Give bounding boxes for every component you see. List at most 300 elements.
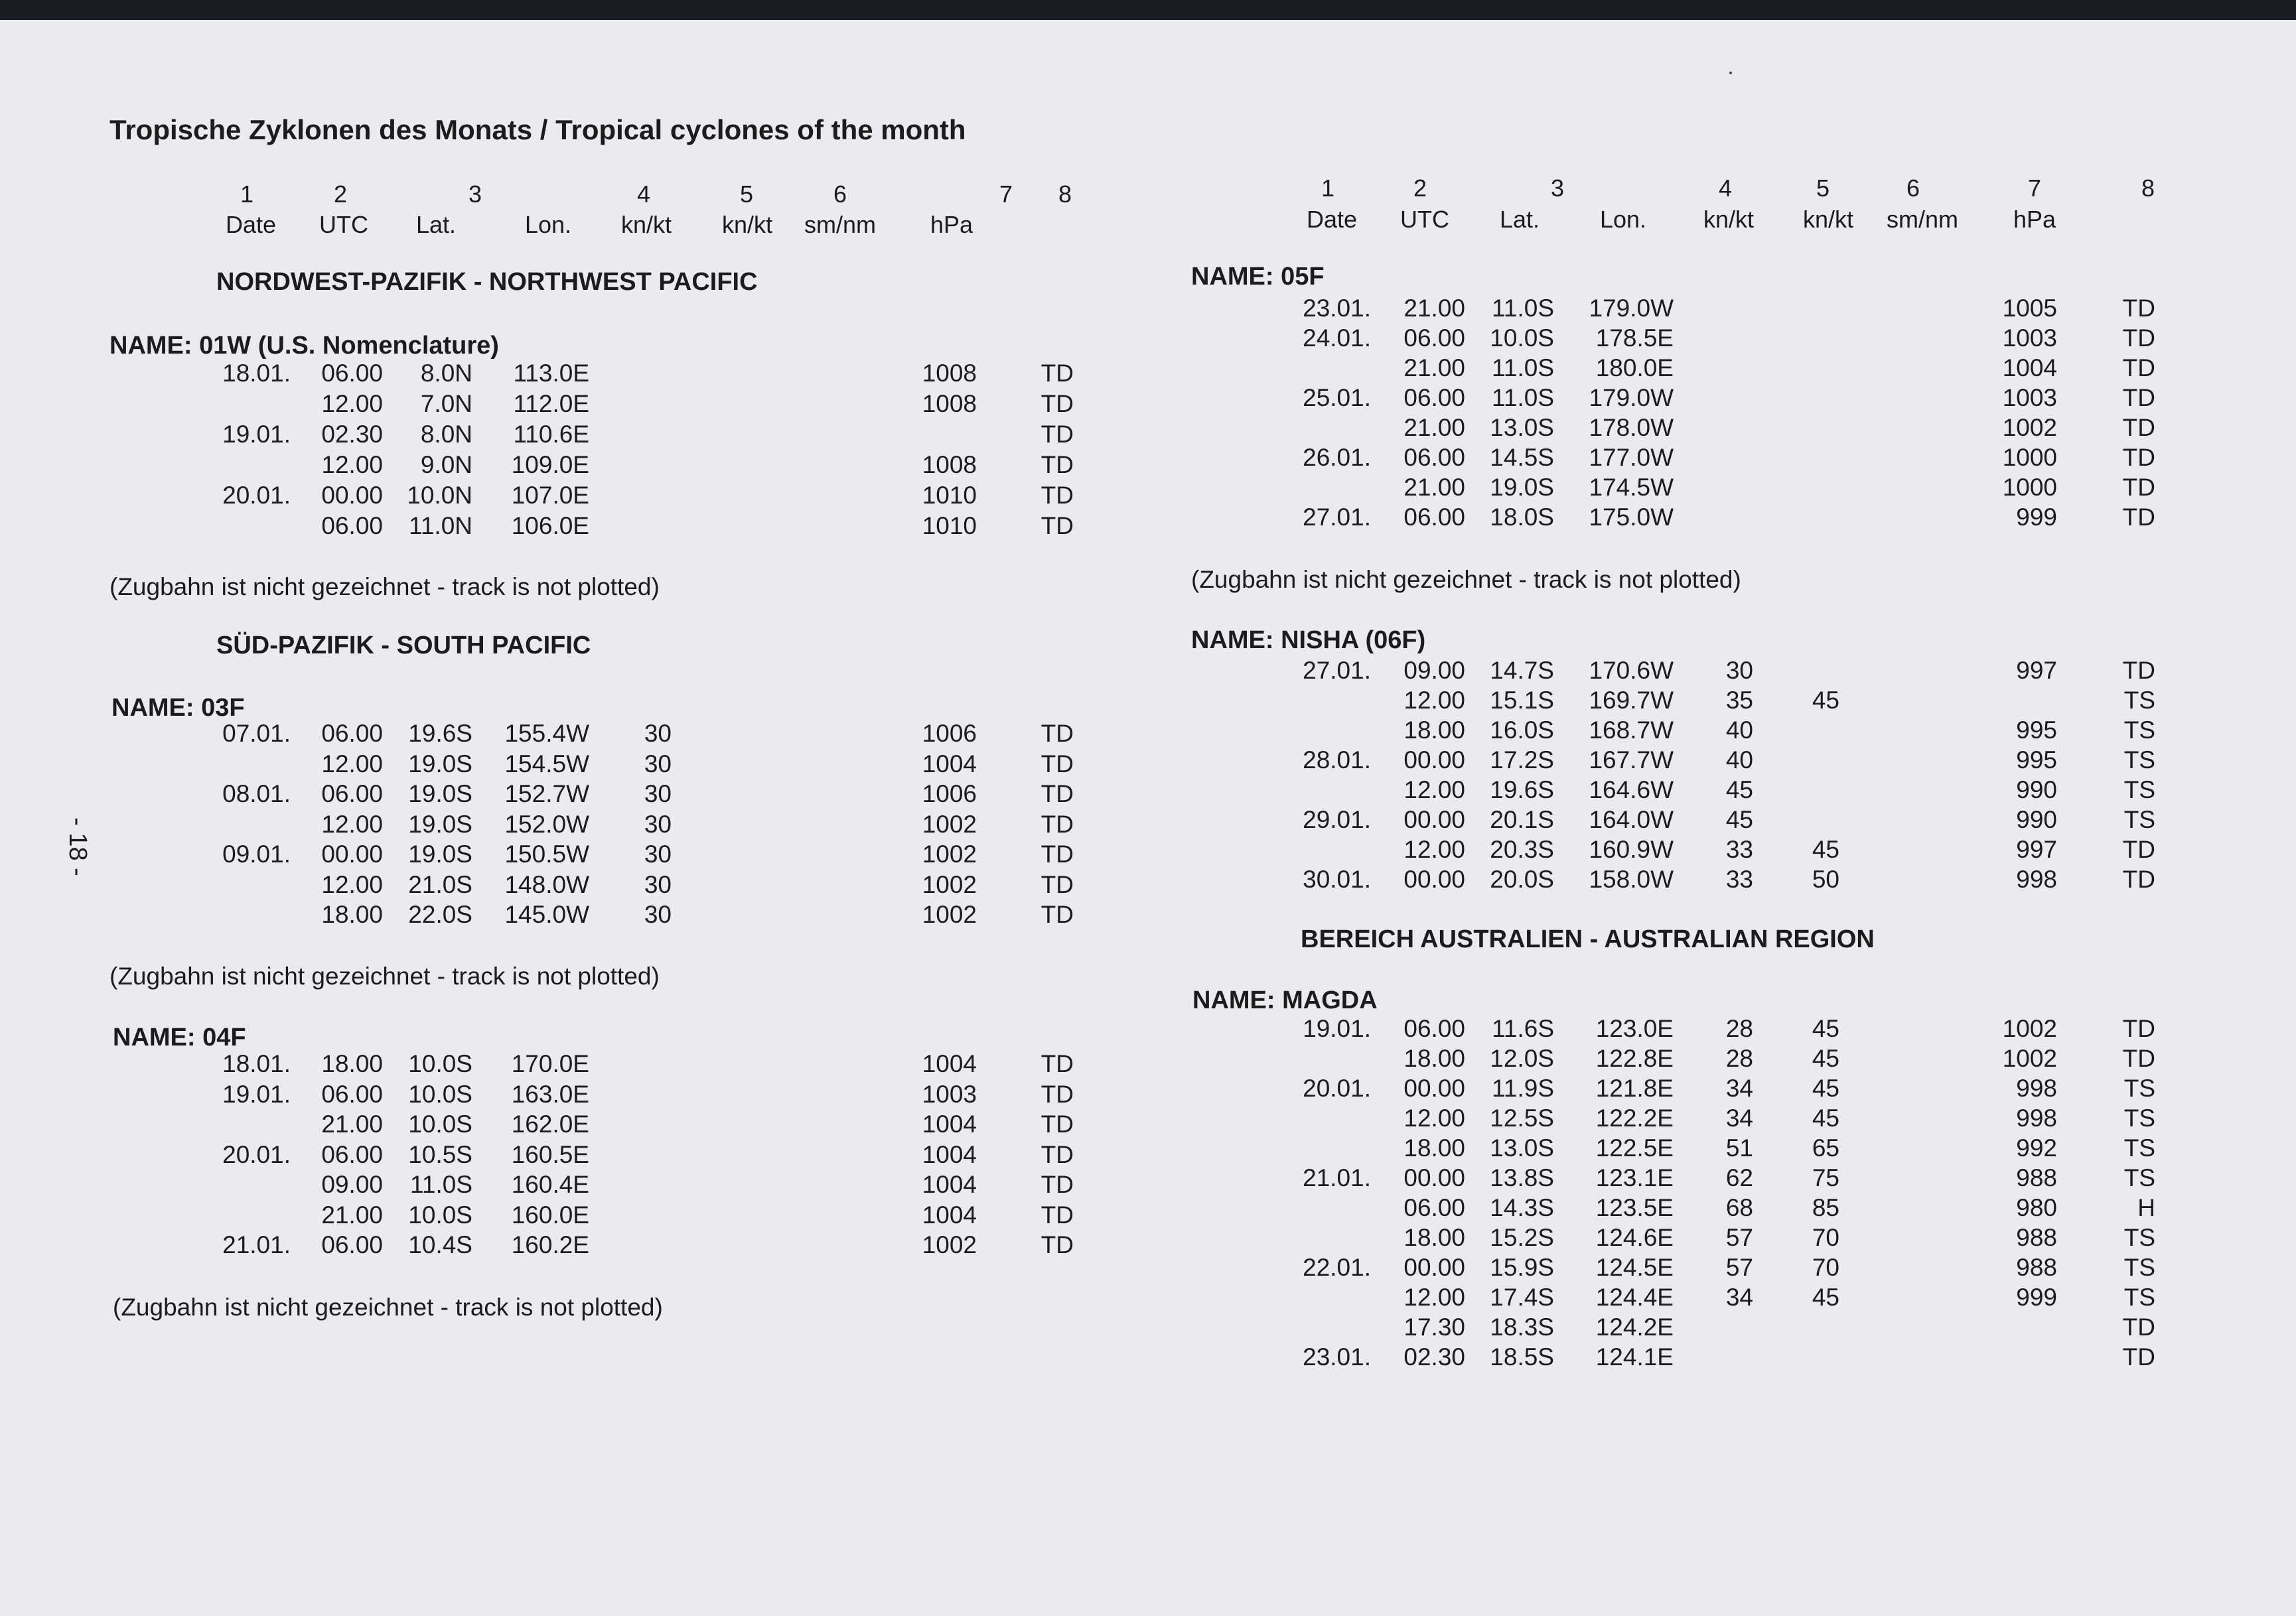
cell-cls: TD: [2122, 1343, 2155, 1371]
cell-utc: 06.00: [321, 512, 383, 539]
cell-hpa: 1010: [922, 482, 977, 509]
cell-gust-kt: 85: [1812, 1194, 1839, 1221]
cell-lat: 14.7S: [1490, 657, 1554, 684]
cell-utc: 06.00: [1403, 504, 1465, 531]
cell-lat: 15.2S: [1490, 1224, 1554, 1251]
cell-wind-kt: 30: [644, 841, 672, 868]
cell-utc: 06.00: [1403, 324, 1465, 352]
column-number: 7: [999, 180, 1013, 208]
column-number: 1: [1321, 174, 1335, 202]
cell-date: 27.01.: [1303, 504, 1371, 531]
cell-utc: 18.00: [1403, 1224, 1465, 1251]
cell-hpa: 997: [2016, 657, 2057, 684]
cell-utc: 06.00: [1403, 1194, 1465, 1221]
cell-cls: TD: [1040, 482, 1074, 509]
cell-cls: TD: [1040, 750, 1074, 777]
page-number: - 18 -: [63, 817, 92, 876]
cell-wind-kt: 35: [1725, 687, 1753, 714]
cell-cls: TD: [2122, 384, 2155, 411]
cell-lat: 17.2S: [1490, 746, 1554, 774]
cell-date: 19.01.: [1303, 1015, 1371, 1042]
cell-utc: 12.00: [1403, 687, 1465, 714]
cell-date: 09.01.: [222, 841, 291, 868]
column-number: 3: [1550, 174, 1565, 202]
cell-lat: 10.4S: [408, 1231, 472, 1258]
cell-hpa: 1008: [922, 390, 977, 417]
cell-lat: 14.3S: [1490, 1194, 1554, 1221]
cell-lon: 174.5W: [1589, 474, 1674, 501]
cell-lat: 11.0S: [1492, 384, 1554, 411]
cell-wind-kt: 34: [1725, 1284, 1753, 1311]
cell-lon: 160.9W: [1589, 836, 1674, 863]
cell-hpa: 1010: [922, 512, 977, 539]
cell-utc: 06.00: [321, 1140, 383, 1168]
cell-lon: 178.5E: [1595, 324, 1674, 352]
column-label: sm/nm: [804, 211, 876, 238]
cell-hpa: 988: [2016, 1254, 2057, 1281]
column-number: 3: [468, 180, 482, 208]
cell-lon: 169.7W: [1589, 687, 1674, 714]
cell-hpa: 997: [2016, 836, 2057, 863]
cell-hpa: 992: [2016, 1134, 2057, 1162]
cell-lon: 162.0E: [511, 1111, 589, 1138]
cell-cls: TD: [2122, 295, 2155, 322]
cell-date: 22.01.: [1303, 1254, 1371, 1281]
cell-cls: TS: [2123, 716, 2155, 744]
cell-cls: TS: [2123, 776, 2155, 803]
column-label: Date: [1306, 206, 1358, 233]
cell-cls: TD: [1040, 780, 1074, 807]
cell-lat: 11.0N: [409, 512, 472, 539]
cell-wind-kt: 30: [644, 780, 672, 807]
cell-utc: 06.00: [1403, 384, 1465, 411]
cell-lon: 160.0E: [511, 1201, 589, 1229]
cell-lon: 150.5W: [504, 841, 589, 868]
column-number: 8: [2141, 174, 2155, 202]
storm-name: NAME: 03F: [111, 694, 245, 722]
cell-utc: 00.00: [1403, 1254, 1465, 1281]
cell-lat: 18.0S: [1490, 504, 1554, 531]
cell-utc: 12.00: [321, 870, 383, 898]
cell-lon: 145.0W: [504, 901, 589, 928]
cell-cls: H: [2137, 1194, 2155, 1221]
cell-hpa: 1008: [922, 451, 977, 478]
cell-cls: TD: [2122, 354, 2155, 381]
cell-cls: TS: [2123, 1254, 2155, 1281]
cell-cls: TD: [1040, 1080, 1074, 1108]
cell-utc: 12.00: [1403, 1284, 1465, 1311]
cell-lon: 109.0E: [511, 451, 589, 478]
cell-lat: 10.0S: [1490, 324, 1554, 352]
cell-date: 26.01.: [1303, 444, 1371, 471]
cell-gust-kt: 45: [1812, 1105, 1839, 1132]
cell-cls: TD: [1040, 720, 1074, 747]
cell-lat: 11.0S: [1492, 354, 1554, 381]
cell-date: 18.01.: [222, 1050, 291, 1077]
cell-hpa: 988: [2016, 1224, 2057, 1251]
cell-lat: 10.0N: [407, 482, 472, 509]
cell-utc: 18.00: [321, 901, 383, 928]
cell-hpa: 1004: [922, 1050, 977, 1077]
cell-cls: TD: [1040, 1111, 1074, 1138]
cell-hpa: 1004: [922, 1140, 977, 1168]
cell-lat: 11.0S: [1492, 295, 1554, 322]
cell-lon: 152.7W: [504, 780, 589, 807]
cell-lon: 121.8E: [1595, 1075, 1674, 1102]
cell-date: 29.01.: [1303, 806, 1371, 833]
cell-gust-kt: 45: [1812, 1075, 1839, 1102]
cell-lat: 10.0S: [408, 1111, 472, 1138]
cell-hpa: 998: [2016, 866, 2057, 893]
cell-lat: 12.5S: [1490, 1105, 1554, 1132]
cell-hpa: 995: [2016, 746, 2057, 774]
cell-date: 23.01.: [1303, 295, 1371, 322]
cell-lat: 11.0S: [410, 1171, 472, 1198]
cell-gust-kt: 70: [1812, 1254, 1839, 1281]
cell-cls: TD: [2122, 1313, 2155, 1341]
column-number: 1: [240, 180, 254, 208]
cell-hpa: 1002: [2002, 414, 2057, 441]
cell-lon: 177.0W: [1589, 444, 1674, 471]
cell-lat: 13.0S: [1490, 414, 1554, 441]
cell-lat: 10.5S: [408, 1140, 472, 1168]
cell-cls: TD: [1040, 901, 1074, 928]
cell-date: 21.01.: [1303, 1164, 1371, 1191]
cell-lat: 16.0S: [1490, 716, 1554, 744]
cell-date: 07.01.: [222, 720, 291, 747]
cell-cls: TD: [2122, 504, 2155, 531]
cell-hpa: 1004: [2002, 354, 2057, 381]
cell-cls: TS: [2123, 687, 2155, 714]
cell-gust-kt: 45: [1812, 836, 1839, 863]
cell-cls: TS: [2123, 746, 2155, 774]
cell-lat: 19.0S: [408, 750, 472, 777]
cell-lat: 7.0N: [420, 390, 472, 417]
cell-cls: TD: [2122, 444, 2155, 471]
cell-wind-kt: 57: [1725, 1224, 1753, 1251]
cell-lon: 164.6W: [1589, 776, 1674, 803]
cell-lon: 175.0W: [1589, 504, 1674, 531]
cell-lon: 123.0E: [1595, 1015, 1674, 1042]
cell-utc: 02.30: [321, 421, 383, 448]
cell-lat: 11.6S: [1492, 1015, 1554, 1042]
cell-lat: 19.0S: [408, 810, 472, 838]
column-number: 8: [1058, 180, 1072, 208]
cell-utc: 12.00: [321, 390, 383, 417]
cell-utc: 00.00: [1403, 866, 1465, 893]
cell-wind-kt: 30: [644, 750, 672, 777]
cell-lat: 10.0S: [408, 1050, 472, 1077]
track-note: (Zugbahn ist nicht gezeichnet - track is not plotted): [113, 1294, 663, 1321]
cell-lon: 152.0W: [504, 810, 589, 838]
cell-gust-kt: 45: [1812, 1015, 1839, 1042]
cell-lon: 124.6E: [1595, 1224, 1674, 1251]
cell-cls: TD: [1040, 870, 1074, 898]
cell-utc: 06.00: [1403, 1015, 1465, 1042]
cell-utc: 06.00: [321, 720, 383, 747]
cell-cls: TD: [2122, 866, 2155, 893]
cell-lon: 170.6W: [1589, 657, 1674, 684]
cell-utc: 12.00: [321, 810, 383, 838]
cell-lat: 18.3S: [1490, 1313, 1554, 1341]
track-note: (Zugbahn ist nicht gezeichnet - track is not plotted): [109, 963, 660, 990]
column-number: 7: [2027, 174, 2042, 202]
cell-utc: 21.00: [1403, 474, 1465, 501]
cell-lon: 160.4E: [511, 1171, 589, 1198]
cell-wind-kt: 33: [1725, 866, 1753, 893]
cell-cls: TD: [2122, 1015, 2155, 1042]
region-heading: SÜD-PAZIFIK - SOUTH PACIFIC: [216, 632, 591, 659]
cell-cls: TS: [2123, 1075, 2155, 1102]
cell-hpa: 1002: [2002, 1015, 2057, 1042]
column-label: hPa: [2013, 206, 2056, 233]
cell-cls: TD: [1040, 1050, 1074, 1077]
cell-utc: 18.00: [1403, 716, 1465, 744]
cell-utc: 00.00: [1403, 1164, 1465, 1191]
cell-cls: TD: [2122, 1045, 2155, 1072]
cell-utc: 00.00: [321, 841, 383, 868]
cell-gust-kt: 70: [1812, 1224, 1839, 1251]
cell-utc: 12.00: [1403, 1105, 1465, 1132]
column-label: Lon.: [524, 211, 572, 238]
cell-utc: 12.00: [1403, 776, 1465, 803]
cell-lon: 168.7W: [1589, 716, 1674, 744]
cell-hpa: 998: [2016, 1105, 2057, 1132]
cell-date: 19.01.: [222, 421, 291, 448]
cell-hpa: 1004: [922, 1111, 977, 1138]
cell-utc: 21.00: [321, 1201, 383, 1229]
cell-hpa: 988: [2016, 1164, 2057, 1191]
cell-wind-kt: 34: [1725, 1075, 1753, 1102]
cell-hpa: 1002: [922, 870, 977, 898]
cell-lat: 20.3S: [1490, 836, 1554, 863]
cell-wind-kt: 40: [1725, 716, 1753, 744]
column-label: kn/kt: [1703, 206, 1755, 233]
cell-hpa: 999: [2016, 1284, 2057, 1311]
cell-hpa: 999: [2016, 504, 2057, 531]
cell-lat: 10.0S: [408, 1080, 472, 1108]
cell-lon: 179.0W: [1589, 295, 1674, 322]
column-label: Lat.: [1499, 206, 1540, 233]
cell-utc: 18.00: [321, 1050, 383, 1077]
cell-cls: TS: [2123, 1105, 2155, 1132]
cell-hpa: 1004: [922, 1171, 977, 1198]
cell-utc: 12.00: [321, 750, 383, 777]
cell-lat: 10.0S: [408, 1201, 472, 1229]
region-heading: NORDWEST-PAZIFIK - NORTHWEST PACIFIC: [216, 268, 758, 296]
cell-wind-kt: 40: [1725, 746, 1753, 774]
cell-hpa: 990: [2016, 806, 2057, 833]
cell-utc: 12.00: [1403, 836, 1465, 863]
cell-wind-kt: 68: [1725, 1194, 1753, 1221]
cell-utc: 12.00: [321, 451, 383, 478]
cell-lat: 13.8S: [1490, 1164, 1554, 1191]
column-label: UTC: [1400, 206, 1449, 233]
cell-lon: 179.0W: [1589, 384, 1674, 411]
cell-utc: 21.00: [1403, 354, 1465, 381]
cell-lon: 122.2E: [1595, 1105, 1674, 1132]
cell-wind-kt: 45: [1725, 776, 1753, 803]
storm-name: NAME: NISHA (06F): [1191, 626, 1426, 654]
cell-lon: 124.2E: [1595, 1313, 1674, 1341]
cell-lat: 18.5S: [1490, 1343, 1554, 1371]
cell-utc: 06.00: [321, 360, 383, 387]
cell-utc: 00.00: [1403, 1075, 1465, 1102]
cell-lon: 163.0E: [511, 1080, 589, 1108]
cell-gust-kt: 45: [1812, 687, 1839, 714]
cell-date: 18.01.: [222, 360, 291, 387]
cell-cls: TD: [1040, 841, 1074, 868]
cell-lat: 19.6S: [1490, 776, 1554, 803]
cell-hpa: 1002: [922, 810, 977, 838]
cell-gust-kt: 75: [1812, 1164, 1839, 1191]
cell-date: 23.01.: [1303, 1343, 1371, 1371]
cell-lon: 124.1E: [1595, 1343, 1674, 1371]
cell-cls: TD: [2122, 324, 2155, 352]
cell-hpa: 1000: [2002, 444, 2057, 471]
cell-hpa: 1002: [922, 1231, 977, 1258]
cell-date: 21.01.: [222, 1231, 291, 1258]
cell-gust-kt: 45: [1812, 1284, 1839, 1311]
cell-utc: 00.00: [321, 482, 383, 509]
column-number: 6: [1906, 174, 1920, 202]
cell-lat: 19.0S: [1490, 474, 1554, 501]
cell-hpa: 1005: [2002, 295, 2057, 322]
cell-hpa: 1006: [922, 720, 977, 747]
cell-date: 25.01.: [1303, 384, 1371, 411]
cell-hpa: 1004: [922, 750, 977, 777]
column-label: UTC: [319, 211, 368, 238]
column-number: 6: [833, 180, 847, 208]
cell-lon: 124.5E: [1595, 1254, 1674, 1281]
cell-lon: 154.5W: [504, 750, 589, 777]
column-number: 4: [1718, 174, 1733, 202]
cell-lat: 9.0N: [420, 451, 472, 478]
cell-cls: TD: [2122, 836, 2155, 863]
column-label: Lon.: [1599, 206, 1647, 233]
cell-utc: 18.00: [1403, 1045, 1465, 1072]
cell-cls: TD: [1040, 451, 1074, 478]
cell-lat: 22.0S: [408, 901, 472, 928]
cell-cls: TS: [2123, 1164, 2155, 1191]
storm-name: NAME: MAGDA: [1192, 986, 1378, 1014]
cell-cls: TD: [1040, 1231, 1074, 1258]
cell-wind-kt: 57: [1725, 1254, 1753, 1281]
column-label: sm/nm: [1887, 206, 1958, 233]
cell-utc: 21.00: [1403, 414, 1465, 441]
column-label: kn/kt: [721, 211, 773, 238]
cell-wind-kt: 30: [644, 810, 672, 838]
cell-lon: 158.0W: [1589, 866, 1674, 893]
cell-utc: 00.00: [1403, 806, 1465, 833]
cell-date: 30.01.: [1303, 866, 1371, 893]
cell-hpa: 1003: [2002, 384, 2057, 411]
cell-lat: 14.5S: [1490, 444, 1554, 471]
cell-cls: TD: [1040, 810, 1074, 838]
cell-utc: 09.00: [1403, 657, 1465, 684]
column-number: 2: [333, 180, 348, 208]
cell-wind-kt: 30: [644, 870, 672, 898]
cell-lat: 8.0N: [420, 421, 472, 448]
cell-lat: 19.0S: [408, 841, 472, 868]
cell-lat: 17.4S: [1490, 1284, 1554, 1311]
cell-hpa: 990: [2016, 776, 2057, 803]
cell-utc: 06.00: [1403, 444, 1465, 471]
storm-name: NAME: 01W (U.S. Nomenclature): [109, 332, 499, 360]
cell-cls: TD: [2122, 414, 2155, 441]
cell-hpa: 1000: [2002, 474, 2057, 501]
cell-lon: 107.0E: [511, 482, 589, 509]
cell-utc: 06.00: [321, 1080, 383, 1108]
cell-hpa: 1002: [2002, 1045, 2057, 1072]
cell-hpa: 1002: [922, 841, 977, 868]
storm-name: NAME: 04F: [113, 1024, 246, 1051]
cell-cls: TD: [1040, 1201, 1074, 1229]
track-note: (Zugbahn ist nicht gezeichnet - track is not plotted): [109, 573, 660, 600]
cell-cls: TS: [2123, 1284, 2155, 1311]
cell-cls: TD: [2122, 474, 2155, 501]
cell-cls: TD: [1040, 1171, 1074, 1198]
track-note: (Zugbahn ist nicht gezeichnet - track is not plotted): [1191, 566, 1741, 593]
cell-utc: 02.30: [1403, 1343, 1465, 1371]
cell-lat: 19.6S: [408, 720, 472, 747]
region-heading: BEREICH AUSTRALIEN - AUSTRALIAN REGION: [1301, 925, 1875, 953]
cell-lon: 155.4W: [504, 720, 589, 747]
cell-hpa: 1008: [922, 360, 977, 387]
cell-lon: 122.8E: [1595, 1045, 1674, 1072]
column-number: 4: [636, 180, 651, 208]
cell-wind-kt: 28: [1725, 1015, 1753, 1042]
storm-name: NAME: 05F: [1191, 263, 1325, 291]
cell-hpa: 1004: [922, 1201, 977, 1229]
cell-lon: 112.0E: [513, 390, 589, 417]
cell-lon: 113.0E: [513, 360, 589, 387]
cell-lat: 8.0N: [420, 360, 472, 387]
cell-gust-kt: 65: [1812, 1134, 1839, 1162]
cell-cls: TD: [1040, 512, 1074, 539]
cell-lat: 12.0S: [1490, 1045, 1554, 1072]
column-number: 5: [1816, 174, 1830, 202]
cell-lon: 124.4E: [1595, 1284, 1674, 1311]
cell-wind-kt: 51: [1725, 1134, 1753, 1162]
column-label: hPa: [930, 211, 973, 238]
column-label: kn/kt: [620, 211, 672, 238]
cell-lon: 167.7W: [1589, 746, 1674, 774]
cell-hpa: 1002: [922, 901, 977, 928]
cell-wind-kt: 62: [1725, 1164, 1753, 1191]
cell-cls: TD: [1040, 390, 1074, 417]
cell-lat: 20.0S: [1490, 866, 1554, 893]
cell-lat: 11.9S: [1492, 1075, 1554, 1102]
cell-wind-kt: 30: [644, 901, 672, 928]
cell-lon: 160.5E: [511, 1140, 589, 1168]
cell-gust-kt: 45: [1812, 1045, 1839, 1072]
cell-wind-kt: 28: [1725, 1045, 1753, 1072]
cell-utc: 00.00: [1403, 746, 1465, 774]
cell-wind-kt: 33: [1725, 836, 1753, 863]
cell-date: 08.01.: [222, 780, 291, 807]
cell-date: 19.01.: [222, 1080, 291, 1108]
cell-wind-kt: 30: [1725, 657, 1753, 684]
cell-hpa: 998: [2016, 1075, 2057, 1102]
cell-lat: 15.1S: [1490, 687, 1554, 714]
column-label: Date: [225, 211, 277, 238]
cell-date: 27.01.: [1303, 657, 1371, 684]
cell-lat: 20.1S: [1490, 806, 1554, 833]
cell-hpa: 1003: [2002, 324, 2057, 352]
cell-cls: TS: [2123, 1224, 2155, 1251]
cell-wind-kt: 30: [644, 720, 672, 747]
